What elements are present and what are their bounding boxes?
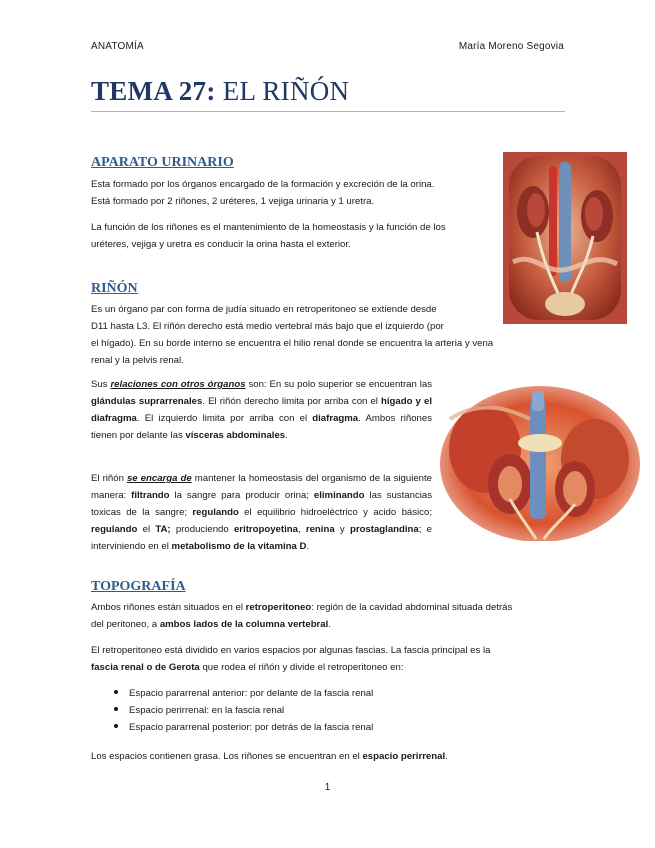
list-item: Espacio pararrenal posterior: por detrás de la fascia renal [114,722,373,733]
heading-aparato-urinario: APARATO URINARIO [91,155,234,170]
heading-rinon: RIÑÓN [91,281,138,296]
title-prefix: TEMA 27: [91,76,216,106]
rinon-line-2: D11 hasta L3. El riñón derecho está medio vertebral más bajo que el izquierdo (por [91,321,444,332]
page-number: 1 [324,782,331,793]
rinon-function-paragraph: El riñón se encarga de mantener la homeostasis del organismo de la siguiente manera: filtrando la sangre para producir orina; eliminando las sustancias toxicas de la sangre; regulando el equilibrio hidroeléctrico y acido básico; regulando el TA; produciendo eritropoyetina, renina y prostaglandina; e interviniendo en el metabolismo de la vitamina D. [91,473,432,552]
bullet-icon [114,707,118,711]
page-title [91,76,349,107]
aparato-line-2: Está formado por 2 riñones, 2 uréteres, 1 vejiga urinaria y 1 uretra. [91,196,375,207]
topo-line-2: del peritoneo, a ambos lados de la columna vertebral. [91,619,331,630]
list-item: Espacio perirrenal: en la fascia renal [114,705,284,716]
rinon-line-4: renal y la pelvis renal. [91,355,184,366]
aparato-line-1: Esta formado por los órganos encargado de la formación y excreción de la orina. [91,179,435,190]
heading-topografia: TOPOGRAFÍA [91,579,186,594]
kidney-relations-illustration [440,379,640,541]
topo-line-3: El retroperitoneo está dividido en varios espacios por algunas fascias. La fascia principal es la [91,645,491,656]
function-term: se encarga de [126,473,192,484]
list-item: Espacio pararrenal anterior: por delante de la fascia renal [114,688,373,699]
header-author: María Moreno Segovia [458,41,564,52]
title-underline [91,111,565,112]
urinary-system-illustration [503,152,627,324]
rinon-line-1: Es un órgano par con forma de judía situado en retroperitoneo se extiende desde [91,304,437,315]
bullet-icon [114,690,118,694]
title-text: EL RIÑÓN [222,76,350,106]
topo-line-4: fascia renal o de Gerota que rodea el riñón y divide el retroperitoneo en: [91,662,404,673]
aparato-line-3: La función de los riñones es el mantenimiento de la homeostasis y la función de los [91,222,446,233]
aparato-line-4: uréteres, vejiga y uretra es conducir la orina hasta el exterior. [91,239,351,250]
topo-line-1: Ambos riñones están situados en el retroperitoneo: región de la cavidad abdominal situada detrás [91,602,513,613]
header-subject: ANATOMÍA [91,41,144,52]
relations-term: relaciones con otros órganos [110,379,246,390]
topo-line-5: Los espacios contienen grasa. Los riñones se encuentran en el espacio perirrenal. [91,751,448,762]
bullet-icon [114,724,118,728]
rinon-relations-paragraph: Sus relaciones con otros órganos son: En su polo superior se encuentran las glándulas suprarrenales. El riñón derecho limita por arriba con el hígado y el diafragma. El izquierdo limita por arriba con el diafragma. Ambos riñones tienen por delante las vísceras abdominales. [91,379,432,441]
rinon-line-3: el hígado). En su borde interno se encuentra el hilio renal donde se encuentra la arteria y vena [91,338,494,349]
